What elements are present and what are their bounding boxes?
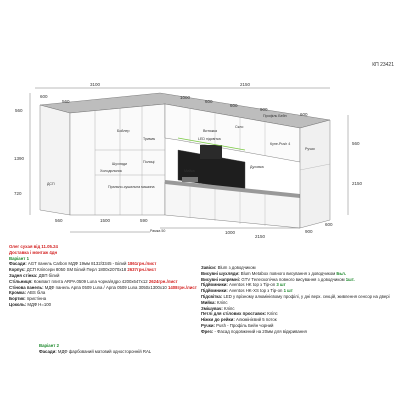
sink-row: Мийка: Кліпс (201, 299, 228, 305)
right-specification (201, 265, 397, 335)
delivery-label: Доставка і монтаж 4дн (9, 249, 58, 255)
label-profile: Профіль Бейн (263, 114, 287, 118)
label-led: LED підсвітка (198, 137, 221, 141)
date-label: Олег сухая від 11.05.24 (9, 244, 58, 249)
variant2-title: Варіант 2 (39, 343, 59, 348)
dim-h-right-1: 560 (352, 141, 360, 146)
dim-left-1: 560 (15, 108, 23, 113)
label-laundry: Прально-сушильна машина (108, 185, 155, 189)
dim-top-2: 2150 (240, 82, 251, 87)
feet-row: Ніжки до рейки: Алюмінієвий 5 поток (201, 317, 277, 323)
lights-row: Петлі для стілових проставок: Кліпс (201, 311, 278, 317)
label-handles: Ручки (305, 147, 315, 151)
dim-top-5: 600 (230, 103, 238, 108)
variant1-title: Варіант 1 (9, 255, 29, 261)
left-specification (9, 244, 199, 308)
dim-left-3: 560 (62, 99, 70, 104)
label-pull-out: Тримач (143, 137, 156, 141)
dim-h-right-2: 2150 (352, 181, 363, 186)
hood (200, 145, 222, 159)
dim-bottom-6: 900 (305, 229, 313, 234)
lift1-row: Підйомники: Aventos HK top з Tip-on 3 шт (201, 282, 286, 288)
body-row: Корпус: ДСП Кліпсери 8050 SM Білий Перл 1800x2070x18 2637грн./лист (9, 267, 157, 273)
dim-bottom-4: 1000 (225, 230, 236, 235)
dim-h-left-1: 1390 (14, 156, 25, 161)
wall-panel-row: Стінова панель: МДФ панель Арпа 0509 Luna / Арпа 0509 Luna 3050x1300x10 1408грн./лист (9, 284, 197, 290)
hinges-row: Завіси: Blum з доводчиком (201, 265, 256, 270)
variant2-block (39, 343, 229, 355)
label-shelves: Полиці (143, 160, 155, 164)
lift2-row: Підйомники: Aventos HK-XS top з Tip-on 1 шт (201, 288, 293, 294)
label-oven: Духовка (250, 165, 264, 169)
right-tall-cabinet (300, 120, 330, 228)
plinth-row: Цоколь: МДФ Н=100 (9, 301, 52, 307)
label-hood: Витяжка (203, 129, 218, 133)
dim-top-3: 1000 (180, 95, 191, 100)
dim-left-2: 600 (40, 94, 48, 99)
edge-row: Кромка: ABS біла (9, 290, 46, 296)
dim-h-left-2: 720 (14, 191, 22, 196)
dim-bottom-7: 600 (325, 222, 333, 227)
dim-top-1: 3100 (90, 82, 101, 87)
label-sink: Мийка (184, 169, 195, 173)
dim-bottom-3: 590 (140, 218, 148, 223)
mixer-row: Змішувач: Кліпс (201, 305, 235, 311)
label-dsp: ДСП (47, 182, 55, 186)
left-tall-cabinet (40, 105, 70, 215)
project-code: КП 23421 (372, 62, 394, 68)
handles-row: Ручки: Push - Профіль Бейн чорний (201, 322, 274, 328)
sink (182, 177, 198, 182)
facades-row: Фасади: АGT панель Carbon МДФ 19мм 8132/3345 - Білий 1861грн./лист (9, 261, 157, 267)
dim-bottom-5: 2150 (255, 234, 266, 239)
variant2-facades-row: Фасади: МДФ фарбований матовий односторонній RAL (39, 348, 152, 354)
dim-top-6: 900 (260, 107, 268, 112)
label-boiler: Бойлер (117, 129, 130, 133)
dim-top-4: 600 (205, 99, 213, 104)
dim-top-7: 600 (300, 112, 308, 117)
dim-bottom-1: 560 (55, 218, 63, 223)
border-row: Бортик: пристінна (9, 296, 47, 302)
label-frame: Рамка 50 (150, 229, 166, 233)
dim-bottom-2: 1500 (100, 218, 111, 223)
tele-row: Висувні напрямні: GTV Телескопічна повного висування з доводчиком 1шт. (201, 276, 355, 282)
label-fridge: Холодильник (100, 169, 122, 173)
light-row: Підсвітка: LED у врізному алюмінієвому профілі, у дні верх. секцій, живлення сенсор на двері (201, 293, 390, 299)
back-row: Задня стінка: ДВП білий (9, 272, 60, 278)
door-row: Фрез: - Фасад подовжений на 20мм для відкривання (201, 328, 307, 334)
label-lock: Купе-Push 4 (270, 142, 291, 146)
drawers-row: Висувні шухляди: Blum Metabox повного висування з доводчиком Бьл. (201, 270, 347, 276)
label-glass: Скло (235, 125, 244, 129)
label-drawers: Шухляди (112, 162, 128, 166)
table-row: Стільниця: Компакт плита ARPA 0509 Luna чорна/ядро 4200x647x12 2624грн./лист (9, 278, 178, 284)
